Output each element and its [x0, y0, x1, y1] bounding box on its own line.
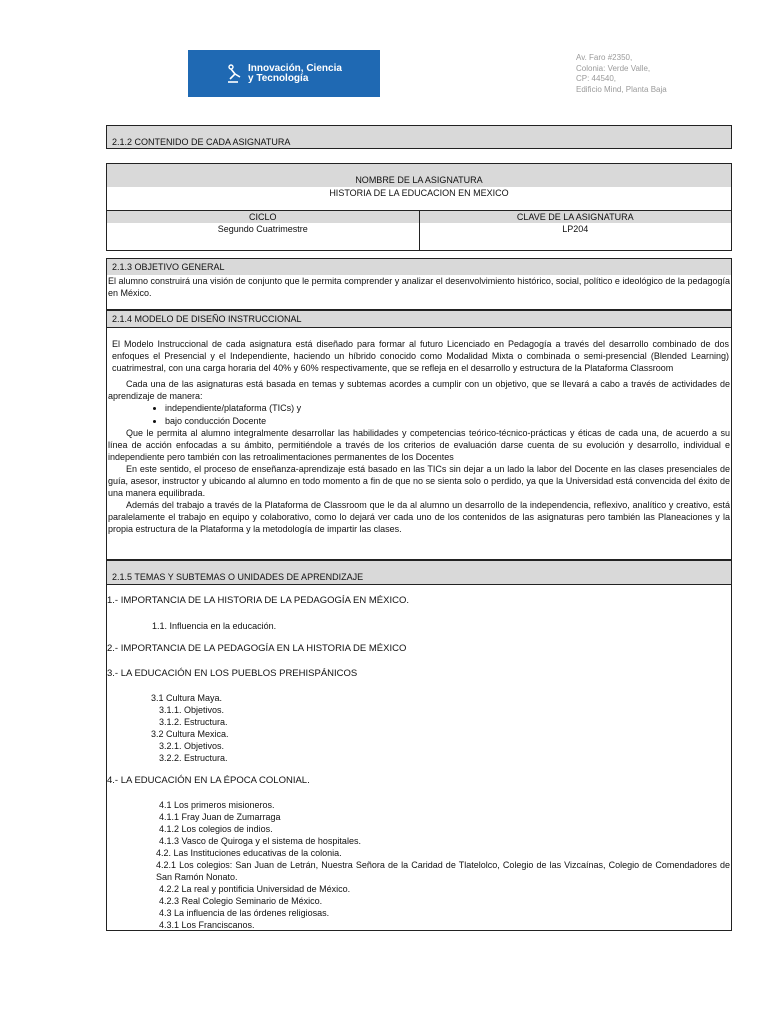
subtopic: 4.3 La influencia de las órdenes religiosas. — [159, 908, 330, 918]
subtopic: 3.2.2. Estructura. — [159, 753, 228, 763]
molecule-icon — [226, 64, 242, 84]
cycle-label: CICLO — [107, 211, 420, 223]
unit-2: 2.- IMPORTANCIA DE LA PEDAGOGÍA EN LA HISTORIA DE MÉXICO — [107, 643, 407, 654]
subtopic: 4.2. Las Instituciones educativas de la colonia. — [156, 848, 342, 858]
section-215-box — [106, 560, 732, 931]
subtopic: 4.1.2 Los colegios de indios. — [159, 824, 273, 834]
subtopic: 4.2.1 Los colegios: San Juan de Letrán, Nuestra Señora de la Caridad de Tlatelolco, Colegio de las Vizcaínas, Colegio de Comendadores de San Ramón Nonato. — [156, 860, 730, 882]
model-paragraph-3: Que le permita al alumno integralmente desarrollar las habilidades y competencias teórico-técnico-prácticas y éticas de cada una, de acuerdo a su línea de acción enfocadas a su ámbito, permitiéndole a través de los criterios de evaluación darse cuenta de su evolución y desarrollo, individual e independiente pero también con las retroalimentaciones permanentes de los Docentes — [108, 428, 730, 462]
model-paragraph-4: En este sentido, el proceso de enseñanza-aprendizaje está basado en las TICs sin dejar a un lado la labor del Docente en las clases presenciales de guía, asesor, instructor y ubicando al alumno en todo momento a fin de que no se sienta solo o perdido, ya que la Universidad está convencida del éxito de una manera equilibrada. — [108, 464, 730, 498]
model-paragraph-5: Además del trabajo a través de la Plataforma de Classroom que le da al alumno un desarrollo de la independencia, reflexivo, analítico y creativo, está paralelamente el trabajo en equipo y colaborativo, como lo dejará ver cada uno de los contenidos de las asignaturas pero también las Planeaciones y la propia estructura de la Plataforma y la metodología de impartir las clases. — [108, 500, 730, 534]
address-block — [576, 53, 667, 95]
logo-line-1: Innovación, Ciencia — [248, 62, 342, 74]
subtopic: 3.2 Cultura Mexica. — [151, 729, 229, 739]
section-212-box — [106, 125, 732, 149]
unit-1: 1.- IMPORTANCIA DE LA HISTORIA DE LA PEDAGOGÍA EN MÉXICO. — [107, 595, 409, 606]
subtopic: 4.2.2 La real y pontificia Universidad de México. — [159, 884, 351, 894]
subject-header-row — [107, 210, 731, 223]
section-214-box — [106, 310, 732, 560]
logo-line-2: y Tecnología — [248, 72, 309, 84]
subtopic: 4.1 Los primeros misioneros. — [159, 800, 275, 810]
subtopic: 3.1 Cultura Maya. — [151, 693, 223, 703]
subtopic: 4.3.1 Los Franciscanos. — [159, 920, 255, 930]
address-line: CP: 44540, — [576, 74, 617, 83]
address-line: Av. Faro #2350, — [576, 53, 633, 62]
activity-list — [107, 402, 731, 427]
address-line: Edificio Mind, Planta Baja — [576, 84, 667, 94]
subtopic: 4.1.3 Vasco de Quiroga y el sistema de hospitales. — [159, 836, 361, 846]
model-paragraph-2: Cada una de las asignaturas está basada en temas y subtemas acordes a cumplir con un objetivo, que se llevará a cabo a través de actividades de aprendizaje de manera: — [108, 379, 730, 401]
unit-4: 4.- LA EDUCACIÓN EN LA ÉPOCA COLONIAL. — [107, 775, 310, 786]
section-214-title: 2.1.4 MODELO DE DISEÑO INSTRUCCIONAL — [107, 311, 731, 328]
unit-3: 3.- LA EDUCACIÓN EN LOS PUEBLOS PREHISPÁNICOS — [107, 668, 358, 679]
logo-text — [248, 64, 342, 84]
section-212-title: 2.1.2 CONTENIDO DE CADA ASIGNATURA — [107, 126, 731, 148]
subject-name: HISTORIA DE LA EDUCACION EN MEXICO — [107, 187, 731, 210]
unit-3-list — [107, 692, 731, 764]
key-label: CLAVE DE LA ASIGNATURA — [420, 211, 732, 223]
section-213-title: 2.1.3 OBJETIVO GENERAL — [107, 259, 731, 275]
key-value: LP204 — [562, 224, 589, 234]
section-213-box — [106, 258, 732, 310]
subtopic: 4.2.3 Real Colegio Seminario de México. — [159, 896, 323, 906]
subtopic: 1.1. Influencia en la educación. — [152, 621, 277, 631]
address-line: Colonia: Verde Valle, — [576, 63, 651, 73]
list-item: • independiente/plataforma (TICs) y — [165, 402, 731, 415]
objective-text: El alumno construirá una visión de conjunto que le permita comprender y analizar el desenvolvimiento histórico, social, político e ideológico de la pedagogía en México. — [108, 276, 730, 298]
subtopic: 4.1.1 Fray Juan de Zumarraga — [159, 812, 281, 822]
list-item: • bajo conducción Docente — [165, 415, 731, 428]
subtopic: 3.2.1. Objetivos. — [159, 741, 225, 751]
institution-logo — [188, 50, 380, 97]
subject-table — [106, 163, 732, 251]
model-paragraph-1: El Modelo Instruccional de cada asignatura está diseñado para formar al futuro Licenciado en Pedagogía a través del desarrollo combinado de dos enfoques el Presencial y el Independiente, haciendo un híbrido conocido como Modalidad Mixta o combinada o semi-presencial (Blended Learning) cuatrimestral, con una carga horaria del 40% y 60% respectivamente, que se refleja en el desarrollo y estructura de la Plataforma Classroom — [112, 339, 729, 373]
subtopic: 3.1.1. Objetivos. — [159, 705, 225, 715]
section-215-title: 2.1.5 TEMAS Y SUBTEMAS O UNIDADES DE APRENDIZAJE — [107, 561, 731, 585]
cycle-value: Segundo Cuatrimestre — [107, 223, 420, 250]
subject-name-label: NOMBRE DE LA ASIGNATURA — [107, 164, 731, 187]
subject-value-row — [107, 223, 731, 250]
subtopic: 3.1.2. Estructura. — [159, 717, 228, 727]
unit-4-list — [107, 799, 731, 931]
